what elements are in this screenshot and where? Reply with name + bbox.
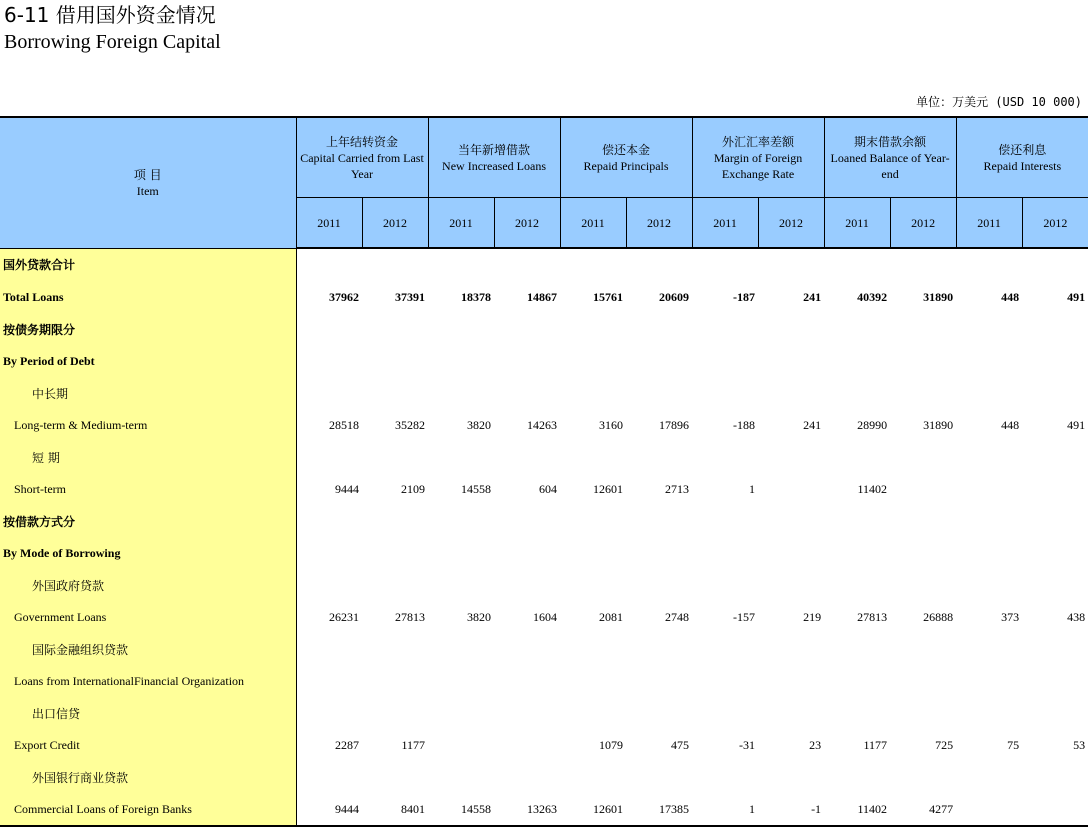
table-cell — [296, 505, 362, 537]
table-cell — [956, 473, 1022, 505]
table-cell — [1022, 537, 1088, 569]
table-cell: 28990 — [857, 417, 888, 432]
table-cell — [692, 313, 758, 345]
row-label: 短 期 — [0, 441, 296, 473]
table-cell — [824, 377, 890, 409]
table-cell — [296, 665, 362, 697]
table-cell — [824, 441, 890, 473]
table-cell — [956, 761, 1022, 793]
table-cell — [758, 761, 824, 793]
table-cell: 75 — [1007, 737, 1020, 752]
table-cell — [296, 537, 362, 569]
table-cell — [824, 505, 890, 537]
table-cell — [824, 761, 890, 793]
table-cell — [362, 505, 428, 537]
table-cell — [758, 505, 824, 537]
year-header: 2012 — [890, 198, 956, 249]
item-column-header — [0, 117, 296, 248]
group-header — [296, 117, 428, 198]
table-cell: 11402 — [824, 793, 890, 826]
table-cell — [890, 505, 956, 537]
group-header-zh: 偿还利息 — [998, 142, 1047, 157]
table-cell — [890, 537, 956, 569]
table-cell — [890, 761, 956, 793]
table-cell: 2287 — [335, 737, 359, 752]
row-label: 按借款方式分 — [0, 505, 296, 537]
table-row — [0, 345, 1088, 377]
table-cell — [692, 537, 758, 569]
group-header — [956, 117, 1088, 198]
row-label: By Period of Debt — [0, 345, 296, 377]
table-cell: 37962 — [329, 289, 359, 304]
table-cell — [1022, 569, 1088, 601]
table-cell: 9444 — [296, 793, 362, 826]
table-cell — [494, 569, 560, 601]
table-cell — [1022, 248, 1088, 281]
table-cell — [758, 633, 824, 665]
row-label: 国际金融组织贷款 — [0, 633, 296, 665]
table-cell — [1022, 345, 1088, 377]
table-cell — [890, 345, 956, 377]
row-label: 外国银行商业贷款 — [0, 761, 296, 793]
table-cell — [362, 761, 428, 793]
row-label: 国外贷款合计 — [0, 248, 296, 281]
row-label: 按债务期限分 — [0, 313, 296, 345]
table-cell — [296, 761, 362, 793]
table-cell: -188 — [733, 417, 756, 432]
table-cell — [758, 248, 824, 281]
table-cell — [428, 633, 494, 665]
table-cell: 475 — [671, 737, 690, 752]
table-cell — [494, 313, 560, 345]
table-cell — [758, 665, 824, 697]
table-cell — [428, 665, 494, 697]
table-row — [0, 601, 1088, 633]
table-cell: 27813 — [857, 609, 888, 624]
table-cell — [560, 537, 626, 569]
table-cell — [626, 505, 692, 537]
group-header-en: Margin of Foreign Exchange Rate — [713, 150, 803, 181]
table-cell — [428, 248, 494, 281]
table-cell — [626, 537, 692, 569]
table-cell: 1177 — [863, 737, 888, 752]
table-row — [0, 633, 1088, 665]
table-cell: 31890 — [923, 289, 954, 304]
table-cell — [428, 313, 494, 345]
table-cell: 3820 — [467, 609, 492, 624]
table-cell: 14558 — [428, 793, 494, 826]
table-row — [0, 697, 1088, 729]
year-header: 2011 — [692, 198, 758, 249]
table-header — [0, 117, 1088, 248]
table-cell: 20609 — [659, 289, 690, 304]
table-cell — [758, 569, 824, 601]
table-cell: 241 — [803, 417, 822, 432]
table-cell — [956, 441, 1022, 473]
table-cell: 2748 — [665, 609, 690, 624]
group-header-zh: 外汇汇率差额 — [722, 134, 795, 149]
table-cell — [956, 665, 1022, 697]
table-cell — [758, 697, 824, 729]
table-cell: 448 — [1001, 289, 1020, 304]
table-cell — [296, 377, 362, 409]
table-cell: 1 — [692, 793, 758, 826]
table-cell: 28518 — [329, 417, 359, 432]
table-cell — [296, 313, 362, 345]
table-cell — [494, 505, 560, 537]
unit-note: 单位：万美元 (USD 10 000) — [916, 95, 1082, 109]
table-cell — [626, 248, 692, 281]
table-cell: 35282 — [395, 417, 426, 432]
table-cell: 17896 — [659, 417, 690, 432]
table-cell — [692, 761, 758, 793]
table-cell: 31890 — [923, 417, 954, 432]
row-label: Loans from InternationalFinancial Organization — [0, 665, 296, 697]
table-cell — [956, 793, 1022, 826]
group-header-zh: 期末借款余额 — [854, 134, 927, 149]
table-cell: 14558 — [461, 481, 492, 496]
table-cell — [758, 345, 824, 377]
year-header: 2011 — [824, 198, 890, 249]
row-label: Export Credit — [0, 729, 296, 761]
table-cell: 725 — [935, 737, 954, 752]
table-cell — [1022, 793, 1088, 826]
row-label: Short-term — [0, 473, 296, 505]
table-cell — [296, 441, 362, 473]
year-header: 2012 — [1022, 198, 1088, 249]
table-cell — [890, 473, 956, 505]
table-cell — [692, 441, 758, 473]
table-row — [0, 761, 1088, 793]
table-cell — [1022, 441, 1088, 473]
table-cell — [824, 537, 890, 569]
table-cell — [1022, 505, 1088, 537]
table-row — [0, 569, 1088, 601]
table-cell — [560, 761, 626, 793]
table-cell: 26231 — [329, 609, 359, 624]
table-row — [0, 248, 1088, 281]
table-row — [0, 793, 1088, 826]
table-cell — [296, 697, 362, 729]
row-label: 出口信贷 — [0, 697, 296, 729]
table-cell — [692, 505, 758, 537]
table-cell: 604 — [539, 481, 558, 496]
table-cell — [362, 633, 428, 665]
table-cell — [626, 313, 692, 345]
table-cell — [692, 377, 758, 409]
table-cell — [890, 377, 956, 409]
table-cell — [560, 665, 626, 697]
table-cell — [1022, 697, 1088, 729]
table-cell: 438 — [1067, 609, 1086, 624]
table-cell — [428, 345, 494, 377]
table-cell — [824, 569, 890, 601]
table-cell: 3160 — [599, 417, 624, 432]
table-row — [0, 409, 1088, 441]
table-cell: 26888 — [923, 609, 954, 624]
table-cell — [560, 569, 626, 601]
group-header-zh: 上年结转资金 — [326, 134, 399, 149]
data-table — [0, 116, 1088, 827]
row-label: Commercial Loans of Foreign Banks — [0, 793, 296, 826]
table-cell: 241 — [803, 289, 822, 304]
table-cell: 219 — [803, 609, 822, 624]
table-cell: 12601 — [593, 481, 624, 496]
table-cell: 3820 — [467, 417, 492, 432]
table-cell — [1022, 761, 1088, 793]
table-cell: 23 — [809, 737, 822, 752]
row-label: Total Loans — [0, 281, 296, 313]
table-cell — [758, 313, 824, 345]
table-cell — [560, 697, 626, 729]
table-cell: 9444 — [335, 481, 359, 496]
table-cell — [560, 248, 626, 281]
table-title-en: Borrowing Foreign Capital — [4, 31, 221, 53]
table-cell — [956, 569, 1022, 601]
table-cell — [296, 345, 362, 377]
table-cell: 37391 — [395, 289, 426, 304]
table-cell: 40392 — [857, 289, 888, 304]
table-cell — [296, 248, 362, 281]
table-cell — [824, 248, 890, 281]
table-cell: 8401 — [362, 793, 428, 826]
table-cell — [362, 569, 428, 601]
table-cell: 4277 — [890, 793, 956, 826]
table-cell — [494, 729, 560, 761]
group-header-en: Capital Carried from Last Year — [300, 150, 424, 181]
table-cell — [824, 665, 890, 697]
table-cell — [1022, 633, 1088, 665]
table-cell — [692, 345, 758, 377]
table-cell — [956, 505, 1022, 537]
table-cell — [890, 665, 956, 697]
table-cell: -187 — [733, 289, 756, 304]
table-cell: 14263 — [527, 417, 558, 432]
group-header-en: Repaid Interests — [983, 158, 1062, 173]
table-cell — [494, 697, 560, 729]
item-header-zh: 项 目 — [133, 167, 162, 182]
group-header — [692, 117, 824, 198]
table-cell: 15761 — [593, 289, 624, 304]
table-cell — [1022, 473, 1088, 505]
table-cell — [890, 697, 956, 729]
table-row — [0, 473, 1088, 505]
group-header — [824, 117, 956, 198]
row-label: Government Loans — [0, 601, 296, 633]
table-cell — [890, 569, 956, 601]
table-cell — [626, 377, 692, 409]
table-cell — [362, 697, 428, 729]
table-cell — [692, 248, 758, 281]
table-cell — [890, 441, 956, 473]
table-cell — [956, 377, 1022, 409]
table-cell — [626, 665, 692, 697]
table-cell — [626, 441, 692, 473]
table-row — [0, 441, 1088, 473]
group-header — [560, 117, 692, 198]
table-cell — [428, 537, 494, 569]
table-cell — [890, 313, 956, 345]
table-cell: -1 — [758, 793, 824, 826]
table-cell — [428, 505, 494, 537]
table-cell — [758, 537, 824, 569]
table-cell: 2081 — [599, 609, 624, 624]
group-header-zh: 当年新增借款 — [458, 142, 531, 157]
table-row — [0, 537, 1088, 569]
year-header: 2011 — [296, 198, 362, 249]
table-cell — [758, 441, 824, 473]
table-cell — [428, 697, 494, 729]
year-header: 2011 — [428, 198, 494, 249]
table-cell — [296, 569, 362, 601]
table-cell: 1604 — [533, 609, 558, 624]
table-cell — [824, 313, 890, 345]
table-cell — [428, 729, 494, 761]
table-cell — [626, 569, 692, 601]
table-cell — [626, 345, 692, 377]
table-cell — [494, 345, 560, 377]
table-cell — [494, 441, 560, 473]
table-cell — [626, 697, 692, 729]
table-cell: 2109 — [401, 481, 426, 496]
table-cell — [362, 665, 428, 697]
table-cell — [692, 569, 758, 601]
table-cell: 1177 — [401, 737, 426, 752]
table-cell — [362, 248, 428, 281]
table-cell — [362, 377, 428, 409]
table-cell — [1022, 377, 1088, 409]
table-cell — [890, 248, 956, 281]
table-cell — [560, 633, 626, 665]
year-header: 2012 — [626, 198, 692, 249]
table-cell: 1 — [749, 481, 756, 496]
table-row — [0, 729, 1088, 761]
table-cell — [692, 633, 758, 665]
table-cell — [428, 377, 494, 409]
table-cell: 2713 — [665, 481, 690, 496]
year-header: 2012 — [494, 198, 560, 249]
row-label: 中长期 — [0, 377, 296, 409]
table-cell: -157 — [733, 609, 756, 624]
table-cell — [956, 633, 1022, 665]
table-row — [0, 377, 1088, 409]
table-cell: 1079 — [599, 737, 624, 752]
table-cell: 14867 — [527, 289, 558, 304]
table-cell — [560, 441, 626, 473]
table-cell — [494, 248, 560, 281]
table-row — [0, 505, 1088, 537]
table-cell — [362, 345, 428, 377]
year-header: 2011 — [560, 198, 626, 249]
table-cell — [560, 377, 626, 409]
table-row — [0, 281, 1088, 313]
table-cell — [956, 313, 1022, 345]
table-cell — [692, 665, 758, 697]
table-cell — [626, 633, 692, 665]
table-cell: 53 — [1073, 737, 1086, 752]
table-cell — [956, 537, 1022, 569]
table-cell — [824, 345, 890, 377]
table-cell: 448 — [1001, 417, 1020, 432]
table-cell: 27813 — [395, 609, 426, 624]
table-cell — [560, 345, 626, 377]
table-row — [0, 313, 1088, 345]
item-header-en: Item — [136, 183, 159, 198]
table-cell: 11402 — [857, 481, 888, 496]
table-cell — [758, 377, 824, 409]
table-cell — [1022, 665, 1088, 697]
table-cell — [494, 761, 560, 793]
table-cell — [428, 441, 494, 473]
table-cell — [494, 537, 560, 569]
table-cell — [362, 537, 428, 569]
table-cell — [560, 505, 626, 537]
table-cell — [1022, 313, 1088, 345]
table-cell — [956, 345, 1022, 377]
group-header-en: New Increased Loans — [442, 158, 546, 173]
table-cell — [494, 633, 560, 665]
table-cell: 491 — [1067, 417, 1086, 432]
table-cell: 13263 — [494, 793, 560, 826]
table-cell — [890, 633, 956, 665]
row-label: Long-term & Medium-term — [0, 409, 296, 441]
group-header-en: Loaned Balance of Year-end — [830, 150, 950, 181]
year-header: 2012 — [362, 198, 428, 249]
row-label: By Mode of Borrowing — [0, 537, 296, 569]
group-header-en: Repaid Principals — [583, 158, 669, 173]
row-label: 外国政府贷款 — [0, 569, 296, 601]
table-cell — [692, 697, 758, 729]
table-cell: 12601 — [560, 793, 626, 826]
table-cell — [824, 633, 890, 665]
table-title-zh: 6-11 借用国外资金情况 — [4, 3, 216, 27]
table-cell: 491 — [1067, 289, 1086, 304]
table-cell — [296, 633, 362, 665]
table-cell — [560, 313, 626, 345]
table-cell — [428, 569, 494, 601]
table-row — [0, 665, 1088, 697]
table-cell — [626, 761, 692, 793]
table-cell: 17385 — [626, 793, 692, 826]
table-cell — [758, 473, 824, 505]
table-cell — [362, 313, 428, 345]
year-header: 2011 — [956, 198, 1022, 249]
table-cell — [494, 377, 560, 409]
table-cell — [824, 697, 890, 729]
table-cell — [956, 248, 1022, 281]
table-cell — [494, 665, 560, 697]
group-header — [428, 117, 560, 198]
table-body — [0, 248, 1088, 826]
table-cell: -31 — [739, 737, 756, 752]
table-cell — [956, 697, 1022, 729]
table-cell: 373 — [1001, 609, 1020, 624]
year-header: 2012 — [758, 198, 824, 249]
table-cell: 18378 — [461, 289, 492, 304]
table-cell — [362, 441, 428, 473]
group-header-zh: 偿还本金 — [602, 142, 651, 157]
table-cell — [428, 761, 494, 793]
